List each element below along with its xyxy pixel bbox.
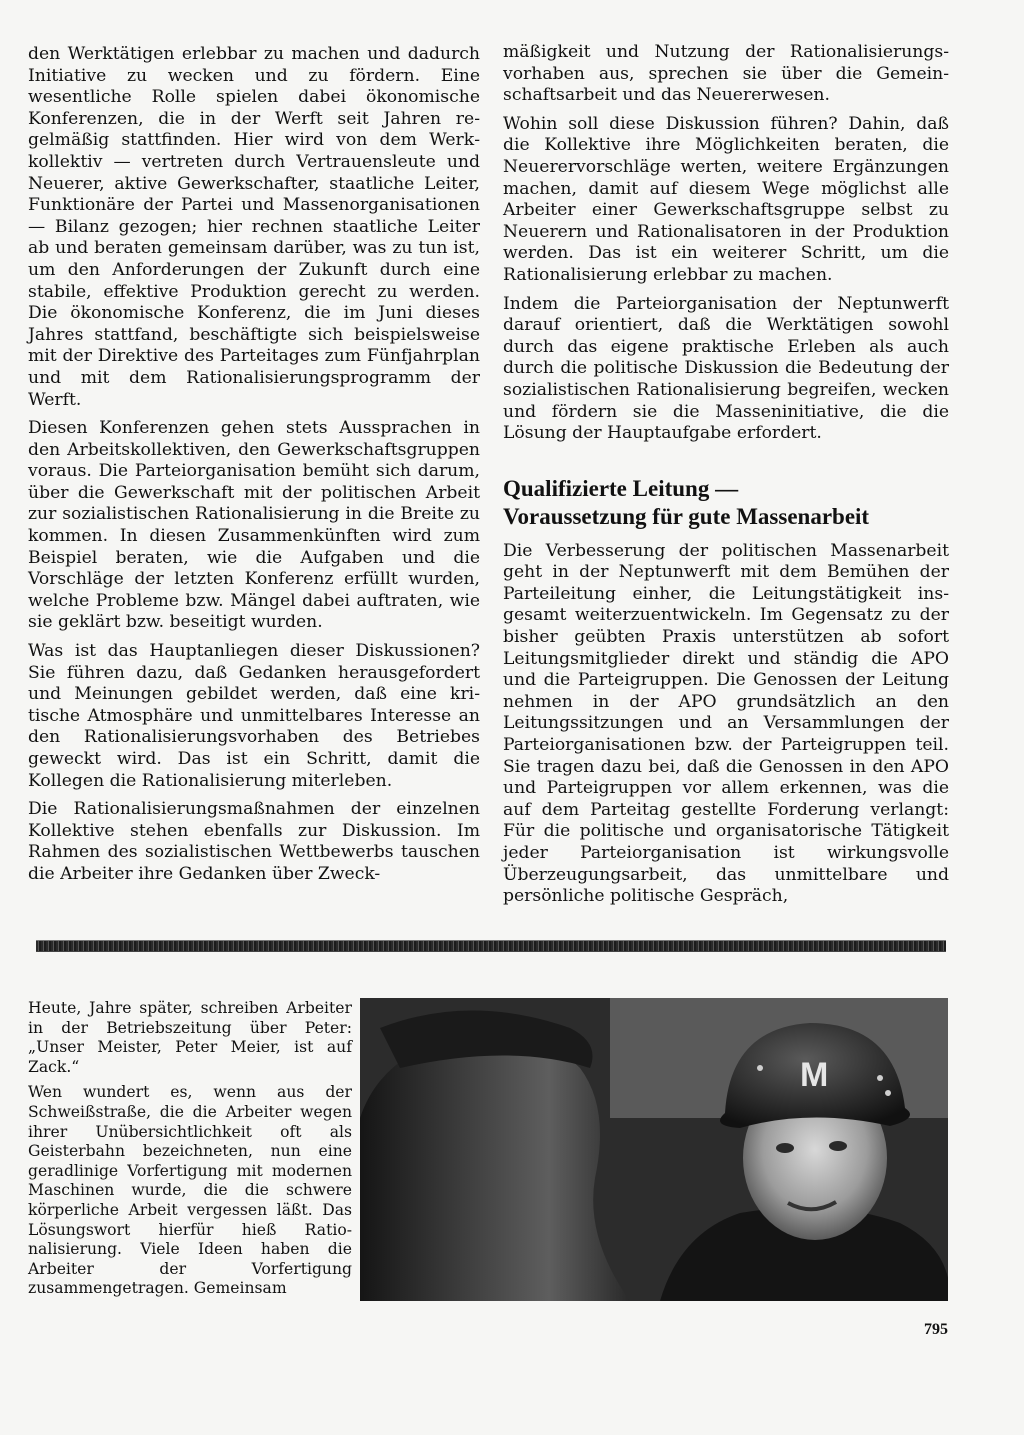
helmet-letter: M [800, 1056, 829, 1094]
right-paragraph-4: Die Verbesserung der politischen Massenarbeit geht in der Neptunwerft mit dem Bemühen der Parteileitung einher, die Leitungstätigkeit insgesamt weiterzuentwickeln. Im Gegensatz zu der bisher geübten Praxis unterstützen ab sofort Leitungsmitglieder direkt und ständig die APO und die Parteigruppen. Die Genossen der Leitung nehmen in der APO grundsätzlich an den Leitungssitzungen und an Versammlungen der Parteiorganisationen bzw. der Parteigruppen teil. Sie tragen dazu bei, daß die Genossen in den APO und Parteigruppen vor allem erkennen, was die auf dem Parteitag gestellte Forderung verlangt: Für die politische und organisatorische Tätigkeit jeder Parteiorganisation ist wirkungsvolle Überzeugungsarbeit, das unmittelbare und persönliche politische Gespräch, [503, 540, 949, 907]
right-paragraph-2: Wohin soll diese Diskussion führen? Dahin, daß die Kollektive ihre Möglichkeiten beraten, die Neuerervorschläge werten, weitere Ergänzungen machen, damit auf diesem Wege möglichst alle Arbeiter einer Gewerkschaftsgruppe selbst zu Neuerern und Rationalisatoren in der Produktion werden. Das ist ein weiterer Schritt, um die Rationalisierung erlebbar zu machen. [503, 113, 949, 285]
left-text-column [28, 44, 480, 893]
workers-photo [360, 998, 948, 1301]
workers-photo-illustration [360, 998, 948, 1301]
right-paragraph-1: mäßigkeit und Nutzung der Rationalisierungsvorhaben aus, sprechen sie über die Gemeinschaftsarbeit und das Neuererwesen. [503, 42, 949, 106]
helmet-rivet [757, 1065, 763, 1071]
photo-caption [28, 999, 352, 1305]
right-text-column [503, 42, 949, 915]
section-heading-line-1: Qualifizierte Leitung — [503, 475, 739, 501]
right-worker-eye-left [776, 1143, 794, 1153]
caption-paragraph-2: Wen wundert es, wenn aus der Schweißstraße, die die Arbeiter wegen ihrer Unübersichtlichkeit oft als Geisterbahn bezeichneten, nun eine geradlinige Vorfertigung mit modernen Maschinen wurde, die die schwere körperliche Arbeit vergessen läßt. Das Lösungswort hierfür hieß Rationalisierung. Viele Ideen haben die Arbeiter der Vorfertigung zusammengetragen. Gemeinsam [28, 1083, 352, 1298]
section-heading-line-2: Voraussetzung für gute Massenarbeit [503, 503, 870, 529]
section-heading [503, 475, 949, 531]
right-paragraph-3: Indem die Parteiorganisation der Neptunwerft darauf orientiert, daß die Werktätigen sowohl durch das eigene praktische Erleben als auch durch die politische Diskussion die Bedeutung der sozialistischen Rationalisierung begreifen, wecken und fördern sie die Masseninitiative, die die Lösung der Hauptaufgabe erfordert. [503, 293, 949, 444]
caption-paragraph-1: Heute, Jahre später, schreiben Arbeiter in der Betriebszeitung über Peter: „Unser Meister, Peter Meier, ist auf Zack.“ [28, 999, 352, 1076]
helmet-rivet [877, 1075, 883, 1081]
helmet-rivet [885, 1090, 891, 1096]
page-number: 795 [924, 1321, 948, 1338]
left-paragraph-4: Die Rationalisierungsmaßnahmen der einzelnen Kollektive stehen ebenfalls zur Diskussion. Im Rahmen des sozialistischen Wettbewerbs tauschen die Arbeiter ihre Gedanken über Zweck- [28, 799, 480, 884]
right-worker-eye-right [829, 1141, 847, 1151]
left-paragraph-3: Was ist das Hauptanliegen dieser Diskussionen? Sie führen dazu, daß Gedanken herausgefordert und Meinungen gebildet werden, daß eine kritische Atmosphäre und unmittelbares Interesse an den Rationalisierungsvorhaben des Betriebes geweckt wird. Das ist ein Schritt, damit die Kollegen die Rationalisierung miterleben. [28, 641, 480, 791]
left-paragraph-2: Diesen Konferenzen gehen stets Aussprachen in den Arbeitskollektiven, den Gewerkschaftsgruppen voraus. Die Parteiorganisation bemüht sich darum, über die Gewerkschaft mit der politischen Arbeit zur sozialistischen Rationalisierung in die Breite zu kommen. In diesen Zusammenkünften wird zum Beispiel beraten, wie die Aufgaben und die Vorschläge der letzten Konferenz erfüllt wurden, welche Probleme bzw. Mängel dabei auftraten, wie sie geklärt bzw. beseitigt wurden. [28, 418, 480, 633]
horizontal-rule-divider [36, 940, 946, 952]
left-paragraph-1: den Werktätigen erlebbar zu machen und dadurch Initiative zu wecken und zu fördern. Eine wesentliche Rolle spielen dabei ökonomische Konferenzen, die in der Werft seit Jahren regelmäßig stattfinden. Hier wird von dem Werkkollektiv — vertreten durch Vertrauensleute und Neuerer, aktive Gewerkschafter, staatliche Leiter, Funktionäre der Partei und Massenorganisationen — Bilanz gezogen; hier rechnen staatliche Leiter ab und beraten gemeinsam darüber, was zu tun ist, um den Anforderungen der Zukunft durch eine stabile, effektive Produktion gerecht zu werden. Die ökonomische Konferenz, die im Juni dieses Jahres stattfand, beschäftigte sich beispielsweise mit der Direktive des Parteitages zum Fünfjahrplan und mit dem Rationalisierungsprogramm der Werft. [28, 44, 480, 410]
